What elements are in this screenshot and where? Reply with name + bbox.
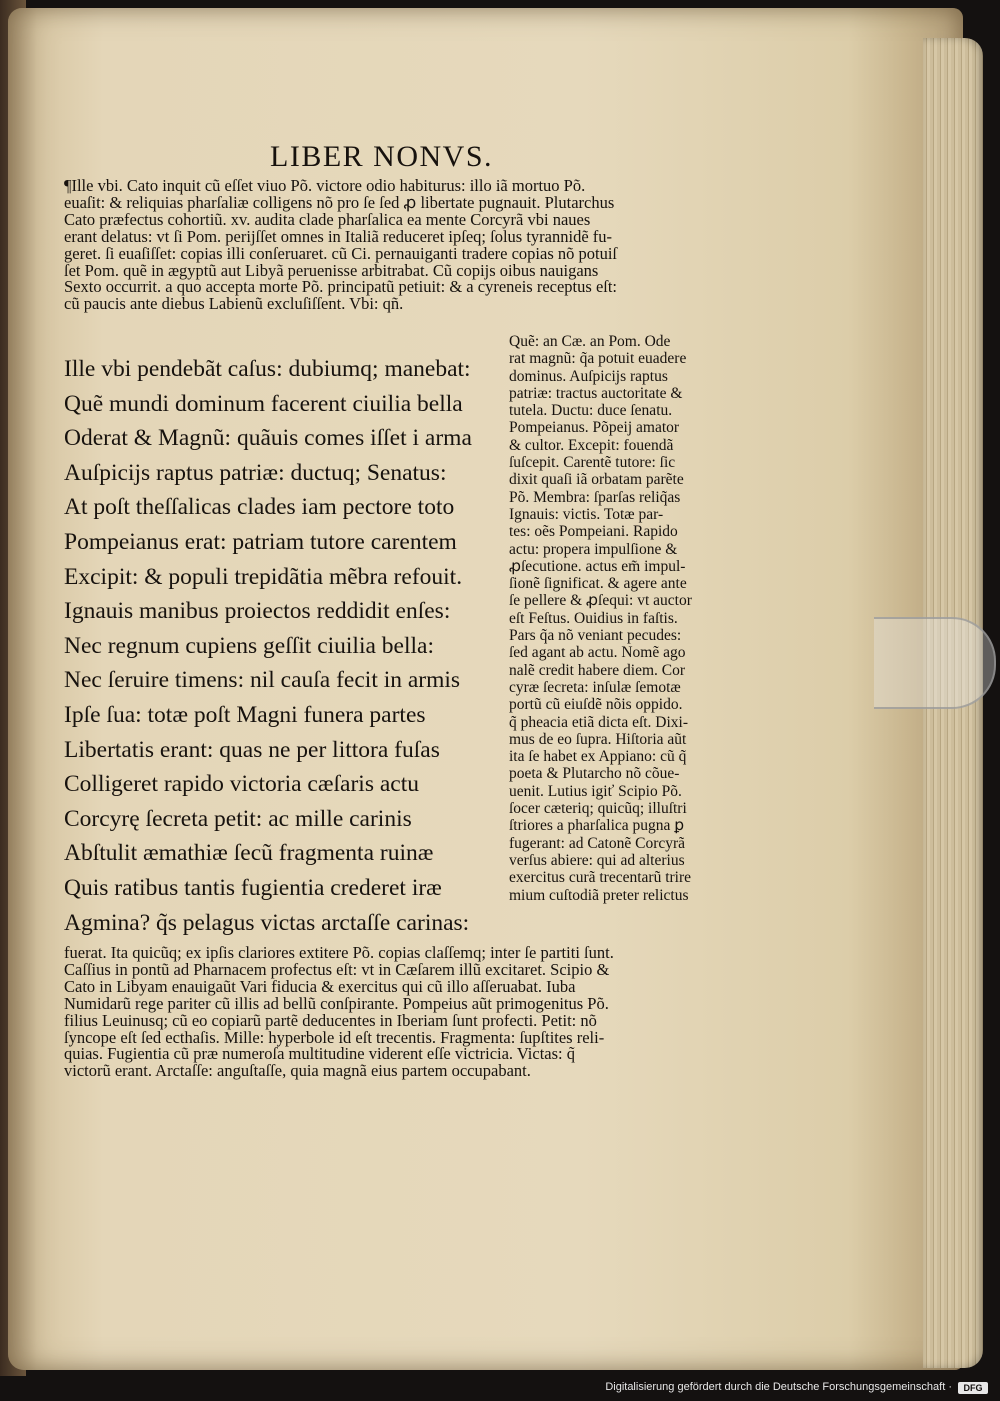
commentary-line: geret. ſi euaſiſſet: copias illi conſeruaret. cũ Ci. pernauiganti tradere copias nõ potuiſ: [64, 243, 618, 263]
funding-credit: Digitalisierung gefördert durch die Deutsche Forschungsgemeinschaft ·: [605, 1381, 952, 1393]
commentary-line: Caſſius in pontũ ad Pharnacem profectus eſt: vt in Cæſarem illũ excitaret. Scipio &: [64, 959, 610, 979]
gloss-line: Pompeianus. Põpeij amator: [509, 419, 680, 437]
verse-line: Excipit: & populi trepidãtia mẽbra refouit.: [64, 563, 463, 590]
gloss-line: Ignauis: victis. Totæ par-: [509, 505, 664, 523]
verse-line: Oderat & Magnũ: quãuis comes iſſet i arma: [64, 425, 472, 452]
commentary-line: Cato præfectus cohortiũ. xv. audita clade pharſalica ea mente Corcyrã vbi naues: [64, 209, 591, 229]
gloss-line: Quẽ: an Cæ. an Pom. Ode: [509, 333, 671, 350]
verse-line: Ignauis manibus proiectos reddidit enſes:: [64, 598, 451, 625]
gloss-line: uenit. Lutius igiť Scipio Põ.: [509, 782, 682, 800]
verse-text: [64, 352, 472, 940]
commentary-bottom: [64, 945, 614, 1080]
commentary-line: quias. Fugientia cũ præ numeroſa multitudine viderent eſſe victricia. Victas: q̃: [64, 1044, 575, 1064]
gloss-line: Pars q̃a nõ veniant pecudes:: [509, 627, 682, 645]
verse-line: Nec ſeruire timens: nil cauſa fecit in armis: [64, 667, 461, 694]
commentary-line: ſyncope eſt ſed ecthaſis. Mille: hyperbole id eſt trecentis. Fragmenta: ſupſtites reli-: [64, 1027, 605, 1047]
gloss-line: patriæ: tractus auctoritate &: [509, 384, 683, 402]
verse-line: Ipſe ſua: totæ poſt Magni funera partes: [64, 701, 426, 728]
verse-line: Pompeianus erat: patriam tutore carentem: [64, 528, 457, 555]
footer-bar: [0, 1376, 1000, 1401]
gloss-line: & cultor. Excepit: fouendã: [509, 436, 674, 454]
verse-line: Abſtulit æmathiæ ſecũ fragmenta ruinæ: [64, 840, 434, 867]
verse-line: Auſpicijs raptus patriæ: ductuq; Senatus:: [64, 459, 447, 486]
commentary-line: cũ paucis ante diebus Labienũ excluſiſſent. Vbi: qñ.: [64, 294, 404, 314]
gloss-line: ſe pellere & ꝓſequi: vt auctor: [509, 592, 692, 610]
gloss-line: poeta & Plutarcho nõ cõue-: [509, 765, 680, 783]
verse-line: Colligeret rapido victoria cæſaris actu: [64, 771, 419, 798]
gloss-line: eſt Feſtus. Ouidius in faſtis.: [509, 609, 678, 627]
gloss-line: rat magnũ: q̃a potuit euadere: [509, 350, 687, 368]
commentary-line: Sexto occurrit. a quo accepta morte Põ. principatũ petiuit: & a cyreneis receptus eſt:: [64, 277, 618, 297]
gloss-line: q̃ pheacia etiã dicta eſt. Dixi-: [509, 713, 689, 731]
running-head: LIBER NONVS.: [270, 140, 494, 173]
gloss-line: ſionẽ ſignificat. & agere ante: [509, 575, 687, 593]
gloss-line: mus de eo ſupra. Hiſtoria aũt: [509, 730, 687, 748]
verse-line: Quẽ mundi dominum facerent ciuilia bella: [64, 390, 463, 417]
verse-line: Libertatis erant: quas ne per littora fuſas: [64, 736, 440, 763]
gloss-line: fugerant: ad Catonẽ Corcyrã: [509, 834, 686, 852]
verse-line: Ille vbi pendebãt caſus: dubiumq; manebat:: [64, 356, 471, 382]
bookmark-ribbon: [874, 617, 996, 709]
commentary-line: euaſit: & reliquias pharſaliæ colligens nõ pro ſe ſed ꝓ libertate pugnauit. Plutarchus: [64, 192, 615, 212]
gloss-line: ita ſe habet ex Appiano: cũ q̃: [509, 748, 687, 766]
commentary-line: erant delatus: vt ſi Pom. perijſſet omnes in Italiã reduceret ipſeq; ſolus tyrannidẽ fu-: [64, 226, 613, 246]
commentary-line: Numidarũ rege pariter cũ illis ad bellũ conſpirante. Pompeius aũt primogenitus Põ.: [64, 993, 609, 1013]
commentary-line: victorũ erant. Arctaſſe: anguſtaſſe, quia magnã eius partem occupabant.: [64, 1061, 531, 1081]
dfg-logo-icon: DFG: [958, 1382, 988, 1394]
verse-line: Nec regnum cupiens geſſit ciuilia bella:: [64, 632, 434, 659]
verse-line: At poſt theſſalicas clades iam pectore toto: [64, 494, 455, 521]
marginal-gloss: [509, 333, 692, 904]
gloss-line: ꝓſecutione. actus em̃ impul-: [509, 557, 686, 575]
commentary-line: ¶Ille vbi. Cato inquit cũ eſſet viuo Põ. victore odio habiturus: illo iã mortuo Põ.: [64, 176, 586, 195]
gloss-line: tutela. Ductu: duce ſenatu.: [509, 402, 673, 420]
gloss-line: dominus. Auſpicijs raptus: [509, 367, 668, 385]
gloss-line: actu: propera impulſione &: [509, 540, 678, 558]
gloss-line: ſed agant ab actu. Nomẽ ago: [509, 644, 686, 662]
gloss-line: tes: oẽs Pompeiani. Rapido: [509, 523, 678, 541]
gloss-line: exercitus curã trecentarũ trire: [509, 869, 692, 887]
gloss-line: ſtriores a pharſalica pugna ꝑ: [509, 817, 685, 835]
commentary-line: fuerat. Ita quicũq; ex ipſis clariores extitere Põ. copias claſſemq; inter ſe partiti ſunt.: [64, 943, 614, 962]
verse-line: Corcyrę ſecreta petit: ac mille carinis: [64, 805, 412, 832]
verse-line: Agmina? q̃s pelagus victas arctaſſe carinas:: [64, 909, 470, 936]
verse-line: Quis ratibus tantis fugientia crederet iræ: [64, 874, 442, 901]
gloss-line: cyræ ſecreta: inſulæ ſemotæ: [509, 678, 681, 696]
gloss-line: ſocer cæteriq; quicũq; illuſtri: [509, 800, 687, 818]
commentary-top: [64, 178, 617, 313]
gloss-line: nalẽ credit habere diem. Cor: [509, 661, 686, 679]
commentary-line: Cato in Libyam enauigaũt Vari fiducia & exercitus qui cũ illo aſſeruabat. Iuba: [64, 976, 576, 996]
gloss-line: mium cuſtodiã preter relictus: [509, 886, 689, 904]
gloss-line: portũ cũ eiuſdẽ nõis oppido.: [509, 696, 683, 714]
gloss-line: verſus abiere: qui ad alterius: [509, 851, 685, 869]
commentary-line: ſet Pom. quẽ in ægyptũ aut Libyã peruenisse arbitrabat. Cũ copijs oibus nauigans: [64, 260, 599, 280]
gloss-line: Põ. Membra: ſparſas reliq̃as: [509, 488, 681, 506]
gloss-line: ſuſcepit. Carentẽ tutore: ſic: [509, 454, 676, 472]
gloss-line: dixit quaſi iã orbatam parẽte: [509, 471, 684, 489]
commentary-line: filius Leuinusq; cũ eo copiarũ partẽ deducentes in Iberiam ſunt profecti. Petit: nõ: [64, 1010, 597, 1030]
